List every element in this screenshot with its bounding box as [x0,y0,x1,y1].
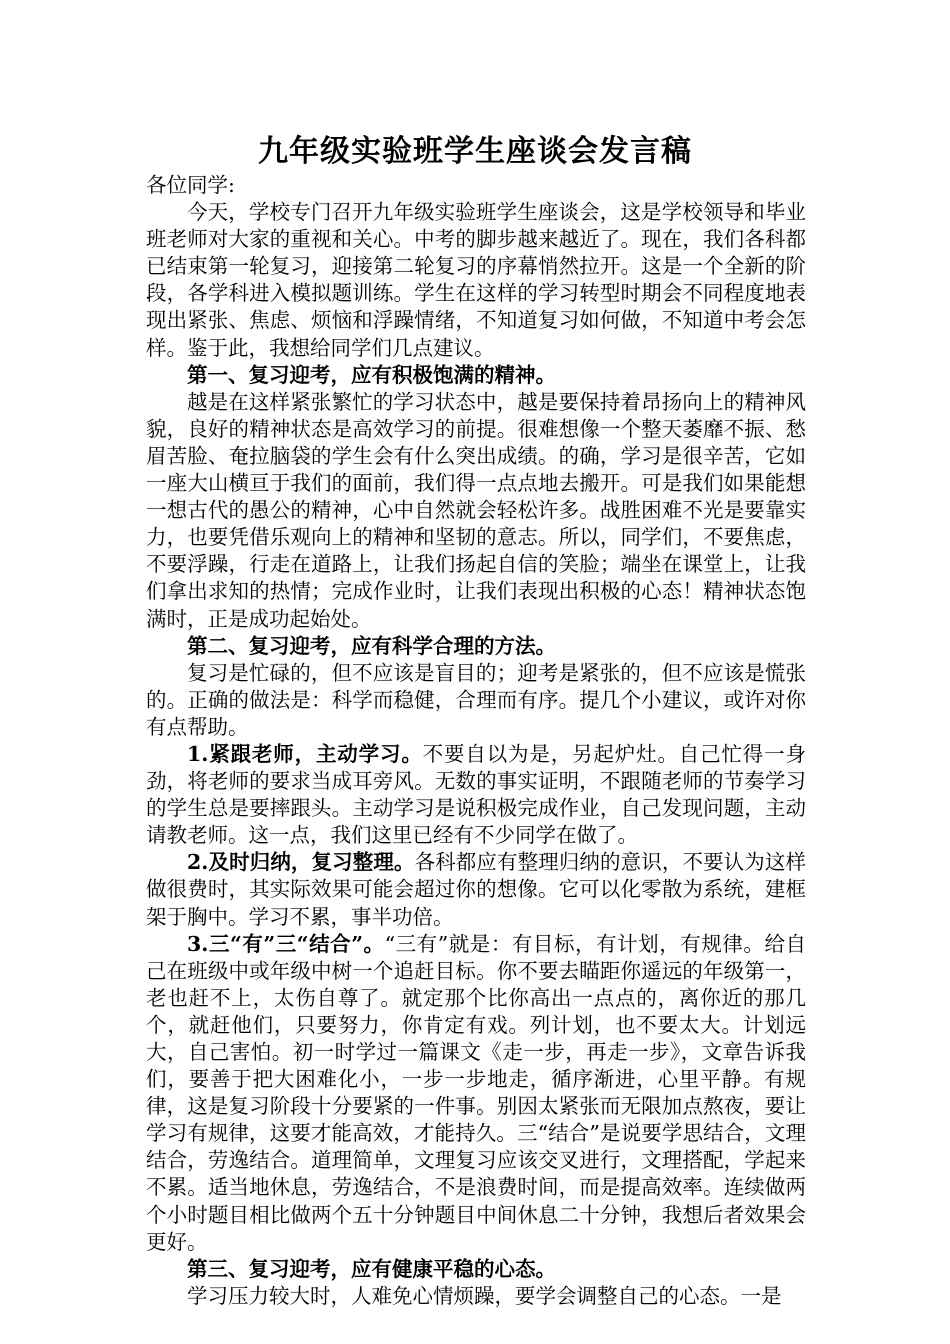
section-heading-2: 第二、复习迎考，应有科学合理的方法。 [187,633,556,658]
tip-3-lead: 3.三“有”三“结合”。 [187,931,385,956]
tip-1-text: 不要自以为是，另起炉灶。自己忙得一身劲，将老师的要求当成耳旁风。无数的事实证明，不跟随老师的节奏学习的学生总是要摔跟头。主动学习是说积极完成作业，自己发现问题，主动请教老师。这一点，我们这里已经有不少同学在做了。 [146,741,806,848]
paragraph-tip-3 [146,931,806,1256]
paragraph-mindset: 学习压力较大时，人难免心情烦躁，要学会调整自己的心态。一是 [187,1283,782,1308]
salutation: 各位同学: [146,173,235,197]
tip-3-text: “三有”就是：有目标，有计划，有规律。给自己在班级中或年级中树一个追赶目标。你不要去瞄距你遥远的年级第一，老也赶不上，太伤自尊了。就定那个比你高出一点点的，离你近的那几个，就赶他们，只要努力，你肯定有戏。列计划，也不要太大。计划远大，自己害怕。初一时学过一篇课文《走一步，再走一步》，文章告诉我们，要善于把大困难化小，一步一步地走，循序渐进，心里平静。有规律，这是复习阶段十分要紧的一件事。别因太紧张而无限加点熬夜，要让学习有规律，这要才能高效，才能持久。三“结合”是说要学思结合，文理结合，劳逸结合。道理简单，文理复习应该交叉进行，文理搭配，学起来不累。适当地休息，劳逸结合，不是浪费时间，而是提高效率。连续做两个小时题目相比做两个五十分钟题目中间休息二十分钟，我想后者效果会更好。 [146,931,806,1254]
tip-1-lead: 1.紧跟老师，主动学习。 [187,741,423,766]
paragraph-intro: 今天，学校专门召开九年级实验班学生座谈会，这是学校领导和毕业班老师对大家的重视和关心。中考的脚步越来越近了。现在，我们各科都已结束第一轮复习，迎接第二轮复习的序幕悄然拉开。这是一个全新的阶段，各学科进入模拟题训练。学生在这样的学习转型时期会不同程度地表现出紧张、焦虑、烦恼和浮躁情绪，不知道复习如何做，不知道中考会怎样。鉴于此，我想给同学们几点建议。 [146,200,806,360]
document-title: 九年级实验班学生座谈会发言稿 [258,134,692,169]
section-heading-3: 第三、复习迎考，应有健康平稳的心态。 [187,1256,556,1281]
tip-2-text: 各科都应有整理归纳的意识，不要认为这样做很费时，其实际效果可能会超过你的想像。它可以化零散为系统，建框架于胸中。学习不累，事半功倍。 [146,850,806,929]
paragraph-tip-1 [146,741,806,849]
paragraph-spirit: 越是在这样紧张繁忙的学习状态中，越是要保持着昂扬向上的精神风貌，良好的精神状态是高效学习的前提。很难想像一个整天萎靡不振、愁眉苦脸、奄拉脑袋的学生会有什么突出成绩。的确，学习是很辛苦，它如一座大山横亘于我们的面前，我们得一点点地去搬开。可是我们如果能想一想古代的愚公的精神，心中自然就会轻松许多。战胜困难不光是要靠实力，也要凭借乐观向上的精神和坚韧的意志。所以，同学们，不要焦虑，不要浮躁，行走在道路上，让我们扬起自信的笑脸；端坐在课堂上，让我们拿出求知的热情；完成作业时，让我们表现出积极的心态！精神状态饱满时，正是成功起始处。 [146,389,806,631]
document-body [146,172,806,1310]
tip-2-lead: 2.及时归纳，复习整理。 [187,850,415,875]
paragraph-method-intro: 复习是忙碌的，但不应该是盲目的；迎考是紧张的，但不应该是慌张的。正确的做法是：科学而稳健，合理而有序。提几个小建议，或许对你有点帮助。 [146,660,806,739]
section-heading-1: 第一、复习迎考，应有积极饱满的精神。 [187,362,556,387]
paragraph-tip-2 [146,849,806,930]
